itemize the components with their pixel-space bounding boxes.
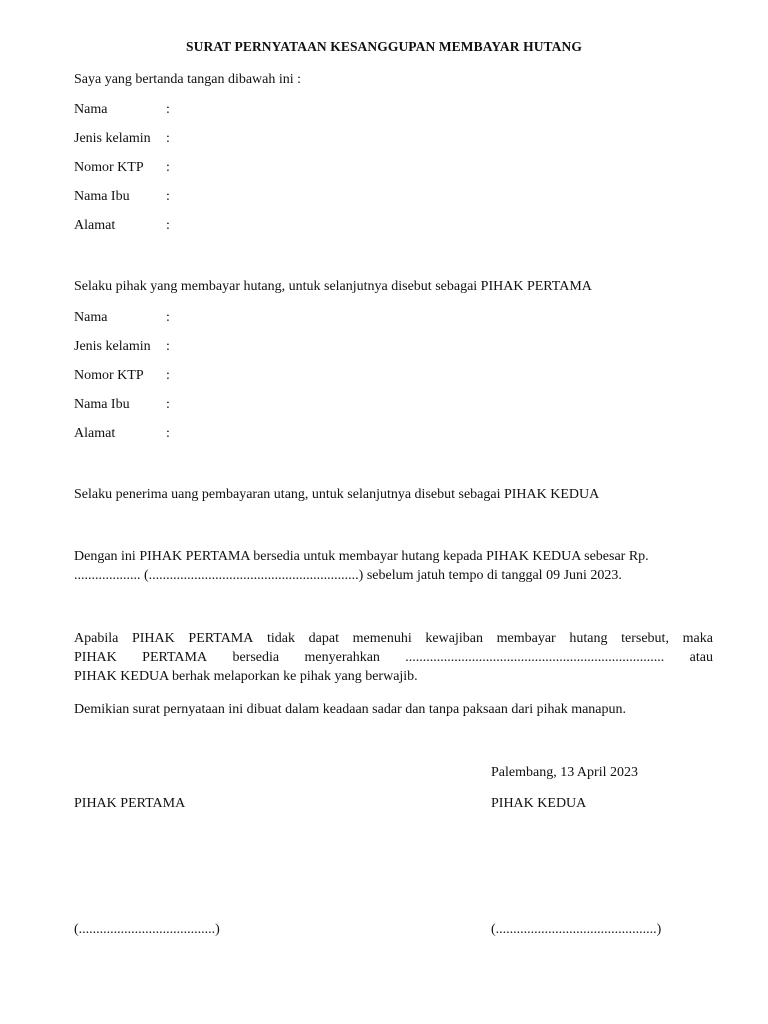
field-colon: : xyxy=(166,426,170,441)
default-line-2 xyxy=(74,648,713,667)
field-label: Alamat xyxy=(74,426,116,441)
word: membayar xyxy=(496,631,556,646)
signature-label-left: PIHAK PERTAMA xyxy=(74,796,186,811)
field-colon: : xyxy=(166,102,170,117)
word: hutang xyxy=(569,631,608,646)
word: menyerahkan xyxy=(304,650,380,665)
field-colon: : xyxy=(166,339,170,354)
default-line-3: PIHAK KEDUA berhak melaporkan ke pihak yang berwajib. xyxy=(74,669,418,684)
closing-statement: Demikian surat pernyataan ini dibuat dalam keadaan sadar dan tanpa paksaan dari pihak manapun. xyxy=(74,702,627,717)
field-colon: : xyxy=(166,218,170,233)
signature-line-right: (..............................................) xyxy=(491,922,662,937)
field-colon: : xyxy=(166,368,170,383)
intro-text: Saya yang bertanda tangan dibawah ini : xyxy=(74,72,302,87)
field-label: Jenis kelamin xyxy=(74,131,151,146)
word: atau xyxy=(689,650,713,665)
word: maka xyxy=(682,631,713,646)
payment-paragraph xyxy=(74,547,713,585)
default-line-1 xyxy=(74,629,713,648)
word: dapat xyxy=(308,631,339,646)
field-colon: : xyxy=(166,189,170,204)
field-colon: : xyxy=(166,310,170,325)
field-label: Nama xyxy=(74,310,108,325)
word: tidak xyxy=(267,631,296,646)
field-colon: : xyxy=(166,160,170,175)
signature-label-right: PIHAK KEDUA xyxy=(491,796,587,811)
signature-line-left: (.......................................) xyxy=(74,922,220,937)
default-paragraph xyxy=(74,629,713,686)
field-label: Nama Ibu xyxy=(74,189,130,204)
field-label: Nama Ibu xyxy=(74,397,130,412)
word: tersebut, xyxy=(621,631,669,646)
word: Apabila xyxy=(74,631,119,646)
word: PERTAMA xyxy=(142,650,208,665)
payment-line-1: Dengan ini PIHAK PERTAMA bersedia untuk membayar hutang kepada PIHAK KEDUA sebesar Rp. xyxy=(74,549,649,564)
dotted-blank: .......................................................................... xyxy=(405,650,665,665)
word: PIHAK xyxy=(131,631,175,646)
place-date: Palembang, 13 April 2023 xyxy=(491,765,638,780)
pihak-pertama-statement: Selaku pihak yang membayar hutang, untuk selanjutnya disebut sebagai PIHAK PERTAMA xyxy=(74,279,592,294)
word: PIHAK xyxy=(74,650,117,665)
field-colon: : xyxy=(166,131,170,146)
pihak-kedua-statement: Selaku penerima uang pembayaran utang, untuk selanjutnya disebut sebagai PIHAK KEDUA xyxy=(74,487,600,502)
payment-line-2: ................... (............................................................) sebelum jatuh tempo di tanggal 09 Juni 2023. xyxy=(74,568,622,583)
field-label: Nomor KTP xyxy=(74,160,144,175)
field-label: Nomor KTP xyxy=(74,368,144,383)
field-label: Jenis kelamin xyxy=(74,339,151,354)
word: PERTAMA xyxy=(188,631,254,646)
document-title: SURAT PERNYATAAN KESANGGUPAN MEMBAYAR HUTANG xyxy=(186,39,582,54)
field-colon: : xyxy=(166,397,170,412)
word: kewajiban xyxy=(425,631,483,646)
field-label: Alamat xyxy=(74,218,116,233)
word: bersedia xyxy=(232,650,280,665)
field-label: Nama xyxy=(74,102,108,117)
word: memenuhi xyxy=(352,631,412,646)
